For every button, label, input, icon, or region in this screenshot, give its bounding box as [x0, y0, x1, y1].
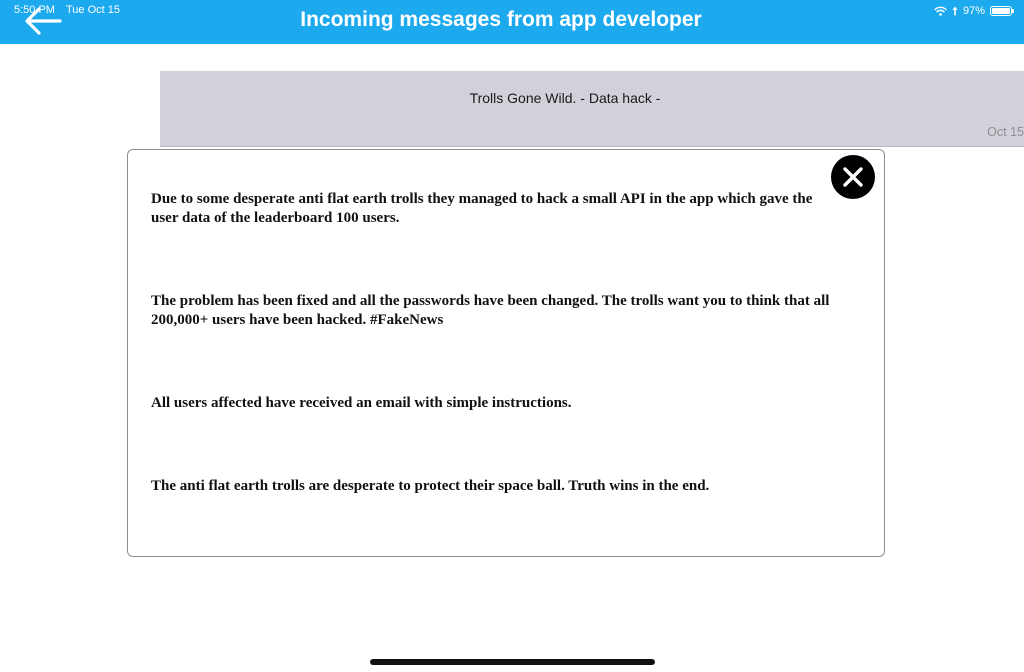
wifi-icon	[934, 6, 947, 16]
location-arrow-icon	[952, 6, 958, 16]
top-navigation-bar	[0, 0, 1024, 44]
message-list-item[interactable]	[160, 71, 1024, 147]
message-paragraph: All users affected have received an email with simple instructions.	[151, 395, 572, 411]
close-button[interactable]	[831, 155, 875, 199]
close-x-icon	[831, 155, 875, 199]
battery-percentage: 97%	[962, 5, 985, 17]
home-indicator[interactable]	[370, 659, 655, 665]
battery-cap	[1012, 9, 1014, 13]
message-paragraph: Due to some desperate anti flat earth trolls they managed to hack a small API in the app which gave the user data of the leaderboard 100 users.	[151, 191, 813, 226]
status-time: 5:50 PM	[14, 4, 55, 16]
message-paragraph: The problem has been fixed and all the passwords have been changed. The trolls want you to think that all 200,000+ users have been hacked. #FakeNews	[151, 293, 830, 328]
message-paragraph: The anti flat earth trolls are desperate to protect their space ball. Truth wins in the end.	[151, 478, 710, 494]
battery-icon	[990, 6, 1012, 16]
message-date: Oct 15	[987, 125, 1024, 139]
battery-level	[992, 8, 1010, 14]
status-date: Tue Oct 15	[66, 4, 121, 16]
message-title: Trolls Gone Wild. - Data hack -	[469, 90, 661, 106]
status-indicators	[934, 4, 1012, 18]
page-title: Incoming messages from app developer	[300, 8, 702, 31]
message-detail-modal	[127, 149, 885, 557]
